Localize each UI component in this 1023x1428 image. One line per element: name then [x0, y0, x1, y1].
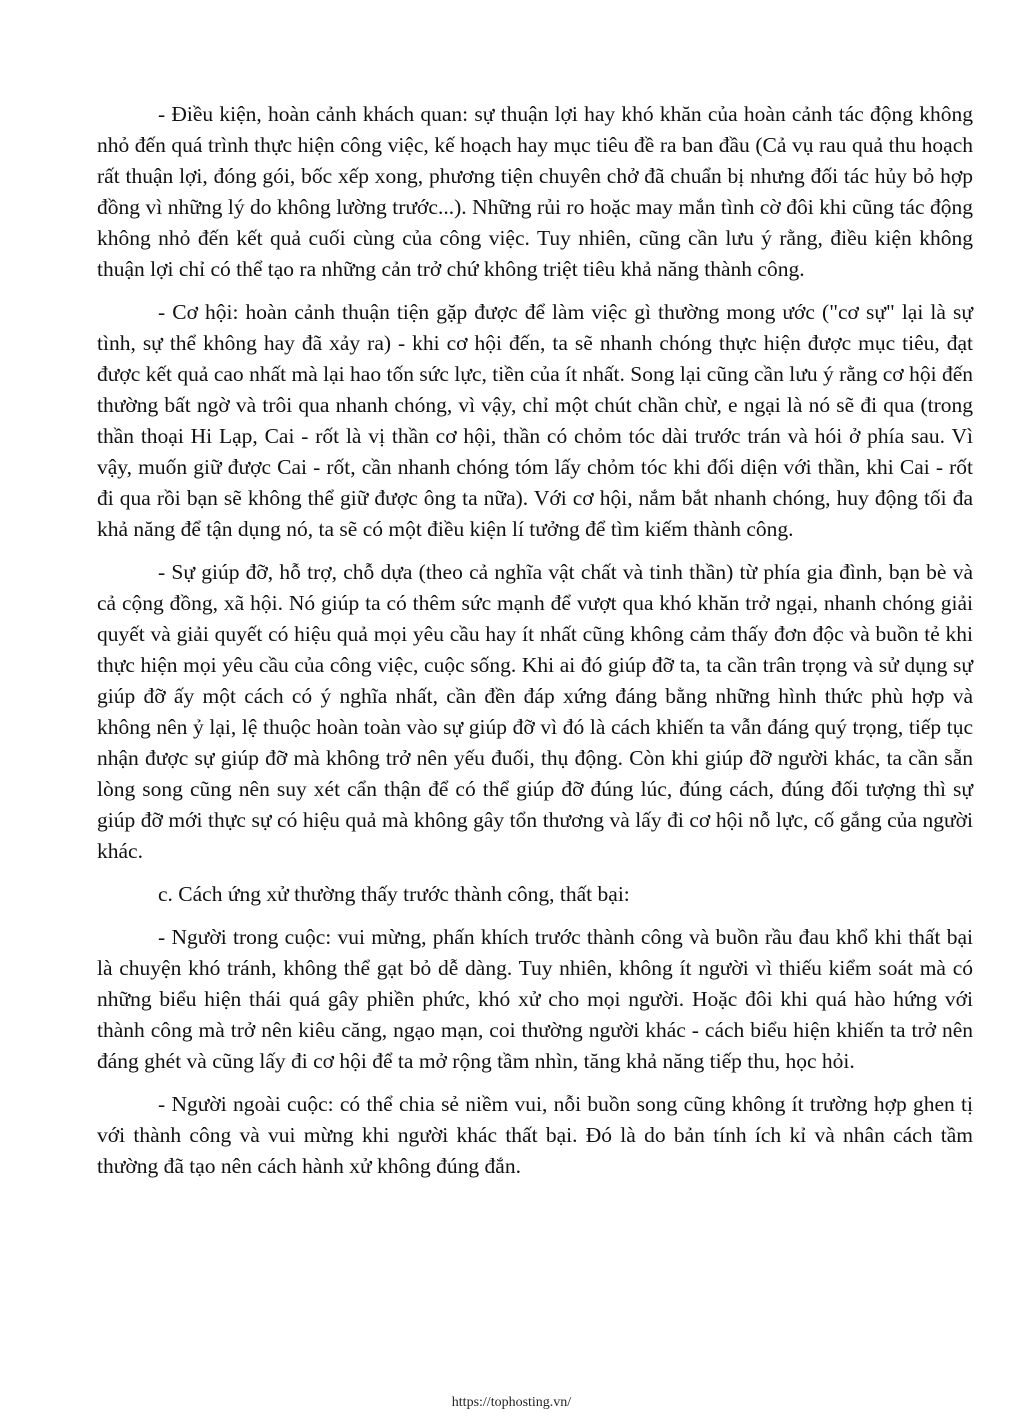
document-body: [97, 99, 973, 1194]
paragraph-support: - Sự giúp đỡ, hỗ trợ, chỗ dựa (theo cả nghĩa vật chất và tinh thần) từ phía gia đình, bạn bè và cả cộng đồng, xã hội. Nó giúp ta có thêm sức mạnh để vượt qua khó khăn trở ngại, nhanh chóng giải quyết và giải quyết có hiệu quả mọi yêu cầu hay ít nhất cũng không cảm thấy đơn độc và buồn tẻ khi thực hiện mọi yêu cầu của công việc, cuộc sống. Khi ai đó giúp đỡ ta, ta cần trân trọng và sử dụng sự giúp đỡ ấy một cách có ý nghĩa nhất, cần đền đáp xứng đáng bằng những hình thức phù hợp và không nên ỷ lại, lệ thuộc hoàn toàn vào sự giúp đỡ vì đó là cách khiến ta vẫn đáng quý trọng, tiếp tục nhận được sự giúp đỡ mà không trở nên yếu đuối, thụ động. Còn khi giúp đỡ người khác, ta cần sẵn lòng song cũng nên suy xét cẩn thận để có thể giúp đỡ đúng lúc, đúng cách, đúng đối tượng thì sự giúp đỡ mới thực sự có hiệu quả mà không gây tổn thương và lấy đi cơ hội nỗ lực, cố gắng của người khác.: [97, 560, 973, 863]
paragraph-outsiders: - Người ngoài cuộc: có thể chia sẻ niềm vui, nỗi buồn song cũng không ít trường hợp ghen tị với thành công và vui mừng khi người khác thất bại. Đó là do bản tính ích kỉ và nhân cách tầm thường đã tạo nên cách hành xử không đúng đắn.: [97, 1092, 973, 1178]
paragraph-insiders: - Người trong cuộc: vui mừng, phấn khích trước thành công và buồn rầu đau khổ khi thất bại là chuyện khó tránh, không thể gạt bỏ dễ dàng. Tuy nhiên, không ít người vì thiếu kiểm soát mà có những biểu hiện thái quá gây phiền phức, khó xử cho mọi người. Hoặc đôi khi quá hào hứng với thành công mà trở nên kiêu căng, ngạo mạn, coi thường người khác - cách biểu hiện khiến ta trở nên đáng ghét và cũng lấy đi cơ hội để ta mở rộng tầm nhìn, tăng khả năng tiếp thu, học hỏi.: [97, 925, 973, 1073]
footer-url[interactable]: https://tophosting.vn/: [451, 1395, 572, 1410]
section-heading-c: c. Cách ứng xử thường thấy trước thành công, thất bại:: [158, 882, 630, 906]
paragraph-opportunity: - Cơ hội: hoàn cảnh thuận tiện gặp được để làm việc gì thường mong ước ("cơ sự" lại là sự tình, sự thể không hay đã xảy ra) - khi cơ hội đến, ta sẽ nhanh chóng thực hiện được mục tiêu, đạt được kết quả cao nhất mà lại hao tốn sức lực, tiền của ít nhất. Song lại cũng cần lưu ý rằng cơ hội đến thường bất ngờ và trôi qua nhanh chóng, vì vậy, chỉ một chút chần chừ, e ngại là nó sẽ đi qua (trong thần thoại Hi Lạp, Cai - rốt là vị thần cơ hội, thần có chỏm tóc dài trước trán và hói ở phía sau. Vì vậy, muốn giữ được Cai - rốt, cần nhanh chóng tóm lấy chỏm tóc khi đối diện với thần, khi Cai - rốt đi qua rồi bạn sẽ không thể giữ được ông ta nữa). Với cơ hội, nắm bắt nhanh chóng, huy động tối đa khả năng để tận dụng nó, ta sẽ có một điều kiện lí tưởng để tìm kiếm thành công.: [97, 300, 973, 541]
paragraph-objective-conditions: - Điều kiện, hoàn cảnh khách quan: sự thuận lợi hay khó khăn của hoàn cảnh tác động không nhỏ đến quá trình thực hiện công việc, kế hoạch hay mục tiêu đề ra ban đầu (Cả vụ rau quả thu hoạch rất thuận lợi, đóng gói, bốc xếp xong, phương tiện chuyên chở đã chuẩn bị nhưng đối tác hủy bỏ hợp đồng vì những lý do không lường trước...). Những rủi ro hoặc may mắn tình cờ đôi khi cũng tác động không nhỏ đến kết quả cuối cùng của công việc. Tuy nhiên, cũng cần lưu ý rằng, điều kiện không thuận lợi chỉ có thể tạo ra những cản trở chứ không triệt tiêu khả năng thành công.: [97, 102, 973, 281]
